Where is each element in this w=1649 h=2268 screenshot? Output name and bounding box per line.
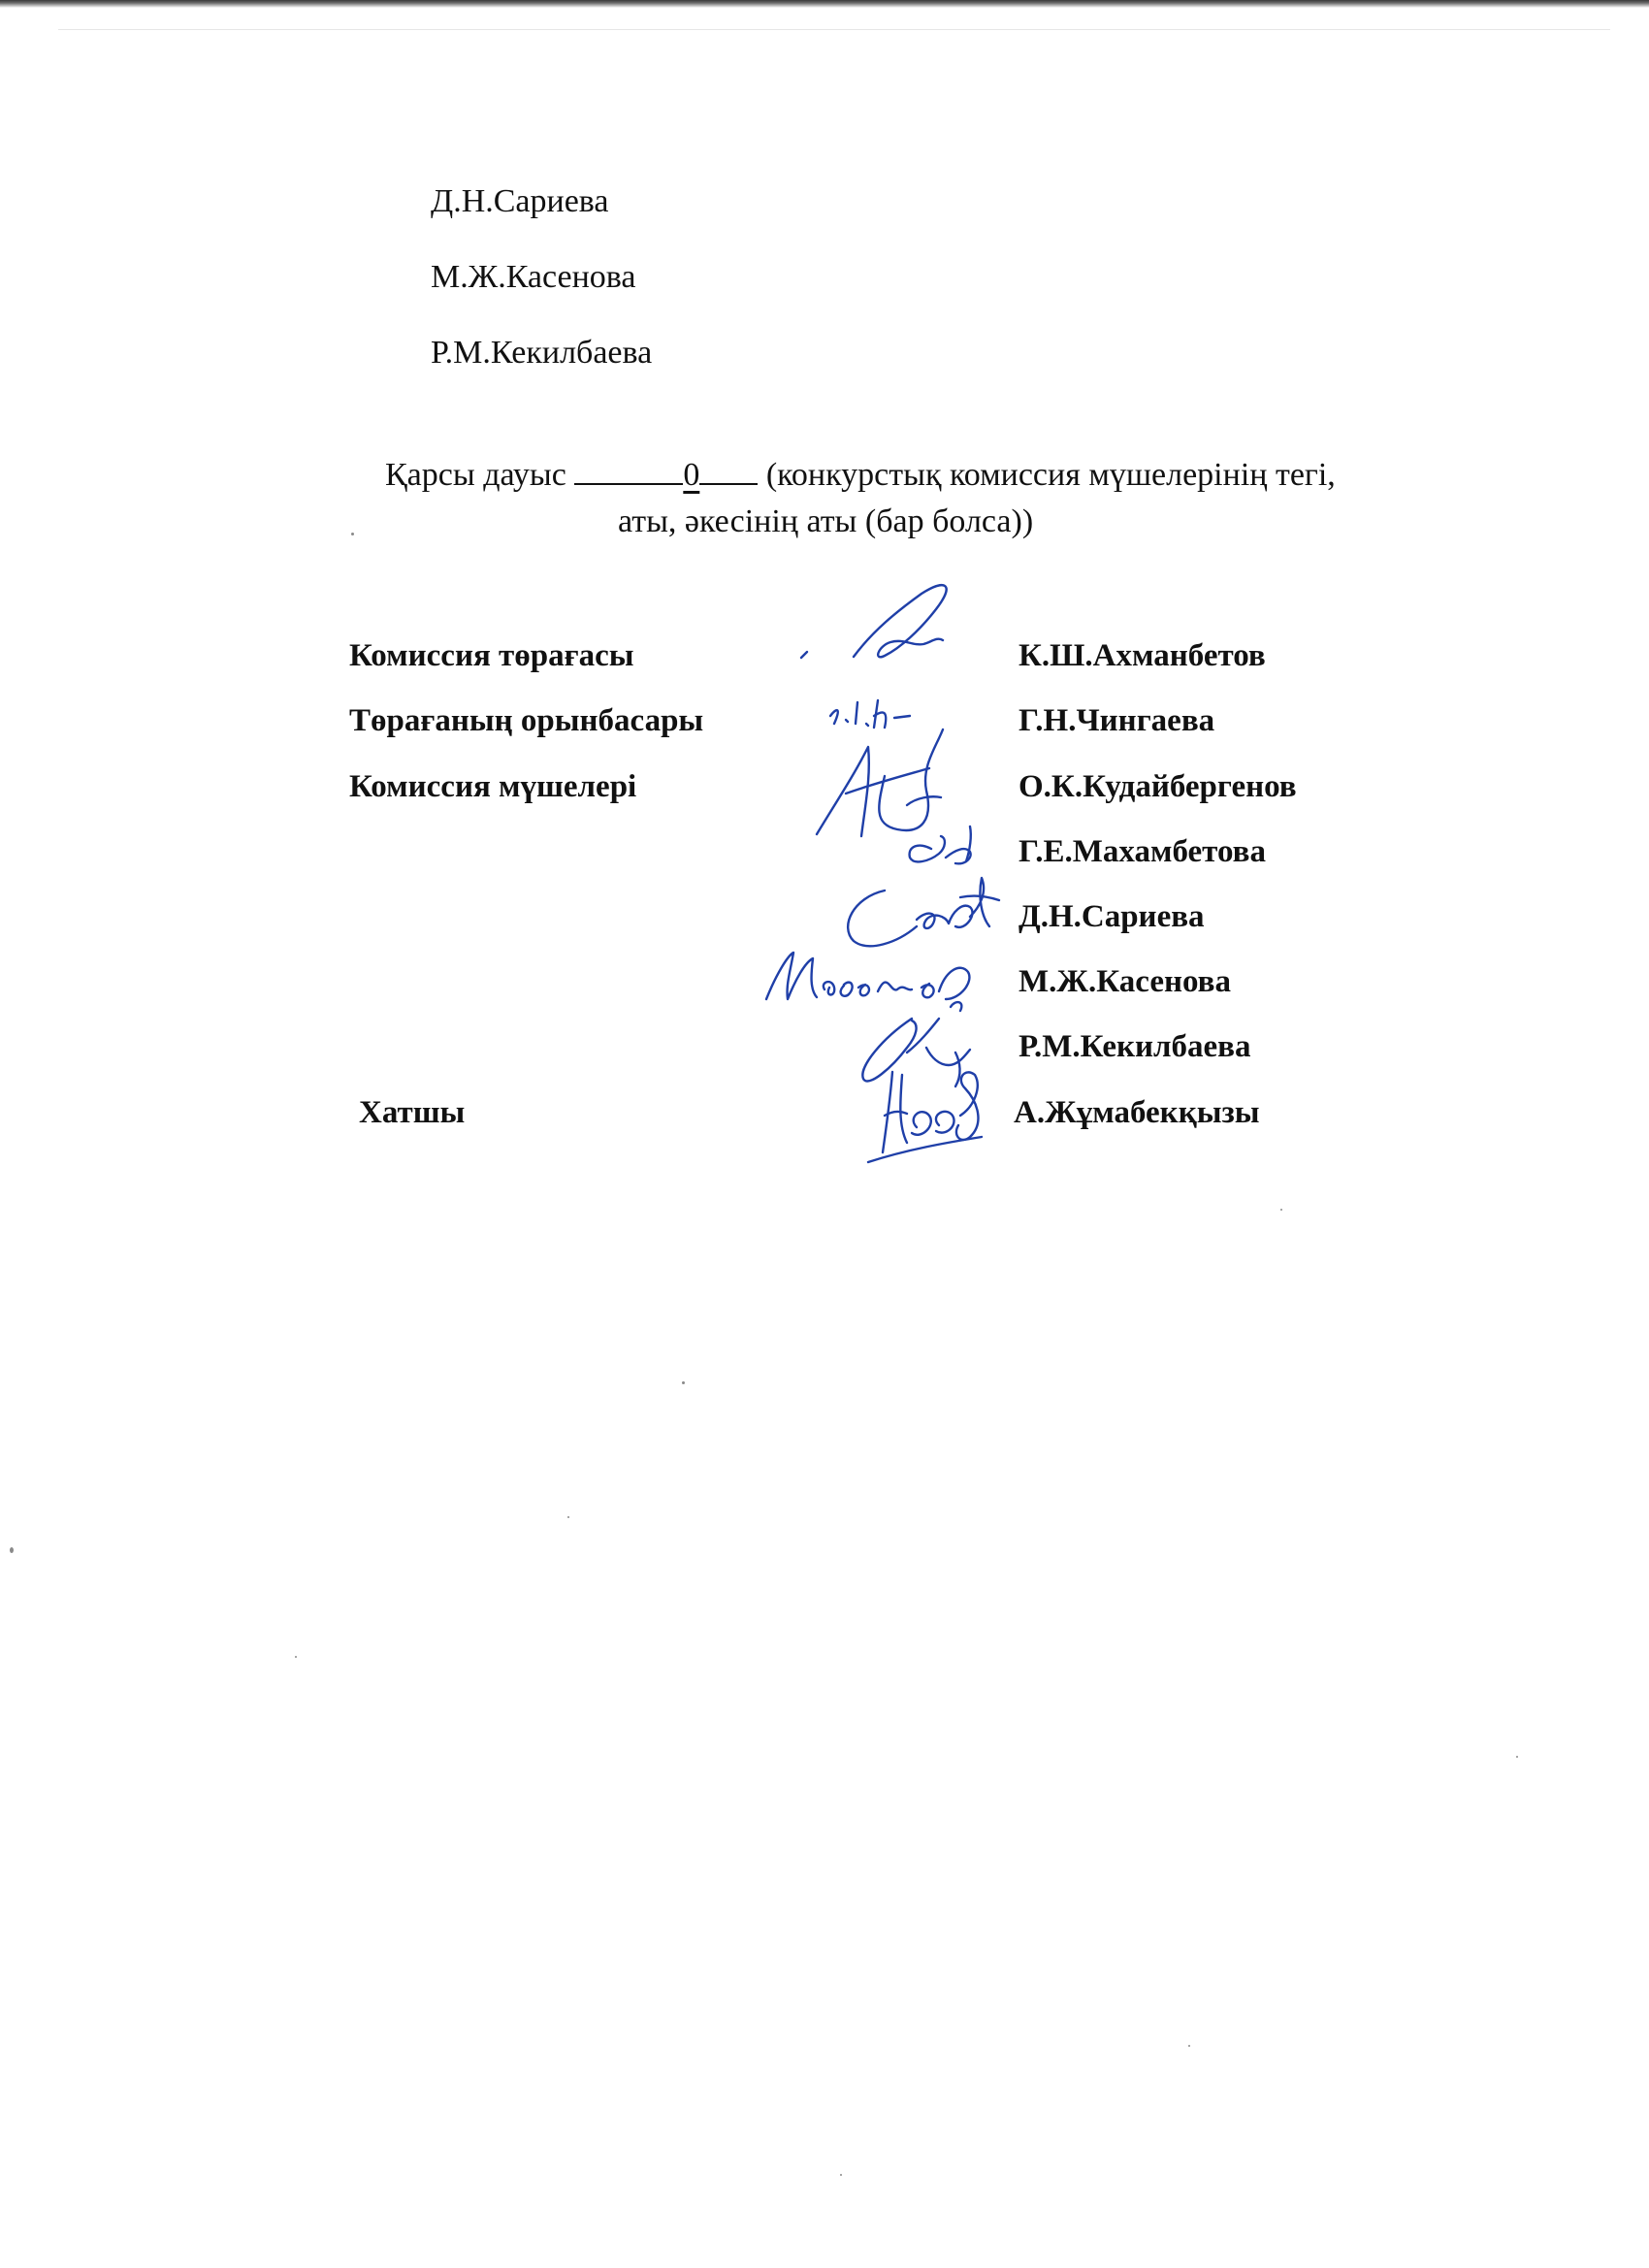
signature-member-5: [862, 1019, 970, 1086]
scan-speck: [1516, 1756, 1518, 1758]
scan-speck: [351, 533, 354, 535]
member-name: О.К.Кудайбергенов: [1018, 769, 1297, 804]
scan-speck: [567, 1516, 569, 1518]
top-name-sarieva: Д.Н.Сариева: [431, 183, 609, 219]
vote-against-label: Қарсы дауыс: [385, 457, 566, 493]
scan-top-edge: [0, 0, 1649, 8]
vote-against-line: [385, 454, 1336, 495]
scan-speck: [682, 1381, 685, 1384]
top-name-kasenova: М.Ж.Касенова: [431, 259, 636, 295]
signature-chair: [801, 585, 947, 658]
member-name: Г.Е.Махамбетова: [1018, 834, 1266, 869]
vote-note-line2: аты, әкесінің аты (бар болса)): [618, 503, 1034, 539]
secretary-role: Хатшы: [359, 1095, 466, 1130]
signature-member-3: [848, 878, 999, 946]
scan-speck: [840, 2174, 842, 2176]
signature-deputy: [830, 700, 910, 728]
vote-blank-underline: [574, 454, 683, 485]
vote-against-count: 0: [683, 457, 700, 493]
scan-artifact-line: [58, 29, 1610, 30]
top-name-kekilbaeva: Р.М.Кекилбаева: [431, 335, 653, 371]
scan-speck: [10, 1547, 14, 1553]
signature-member-1: [817, 729, 943, 836]
member-name: Д.Н.Сариева: [1018, 899, 1205, 934]
signature-member-4: [766, 953, 969, 1011]
signature-secretary: [868, 1072, 982, 1162]
member-name: М.Ж.Касенова: [1018, 964, 1231, 999]
scan-speck: [295, 1656, 297, 1658]
signature-member-2: [910, 826, 971, 863]
member-name: Р.М.Кекилбаева: [1018, 1029, 1251, 1064]
vote-blank-underline: [699, 454, 758, 485]
chair-name: К.Ш.Ахманбетов: [1018, 638, 1266, 673]
deputy-role: Төрағаның орынбасары: [349, 703, 704, 738]
deputy-name: Г.Н.Чингаева: [1018, 703, 1215, 738]
scan-speck: [1188, 2045, 1190, 2047]
chair-role: Комиссия төрағасы: [349, 638, 634, 673]
members-role: Комиссия мүшелері: [349, 769, 637, 804]
scan-speck: [1280, 1209, 1282, 1211]
secretary-name: А.Жұмабекқызы: [1014, 1095, 1260, 1130]
vote-note-line1: (конкурстық комиссия мүшелерінің тегі,: [765, 457, 1336, 493]
